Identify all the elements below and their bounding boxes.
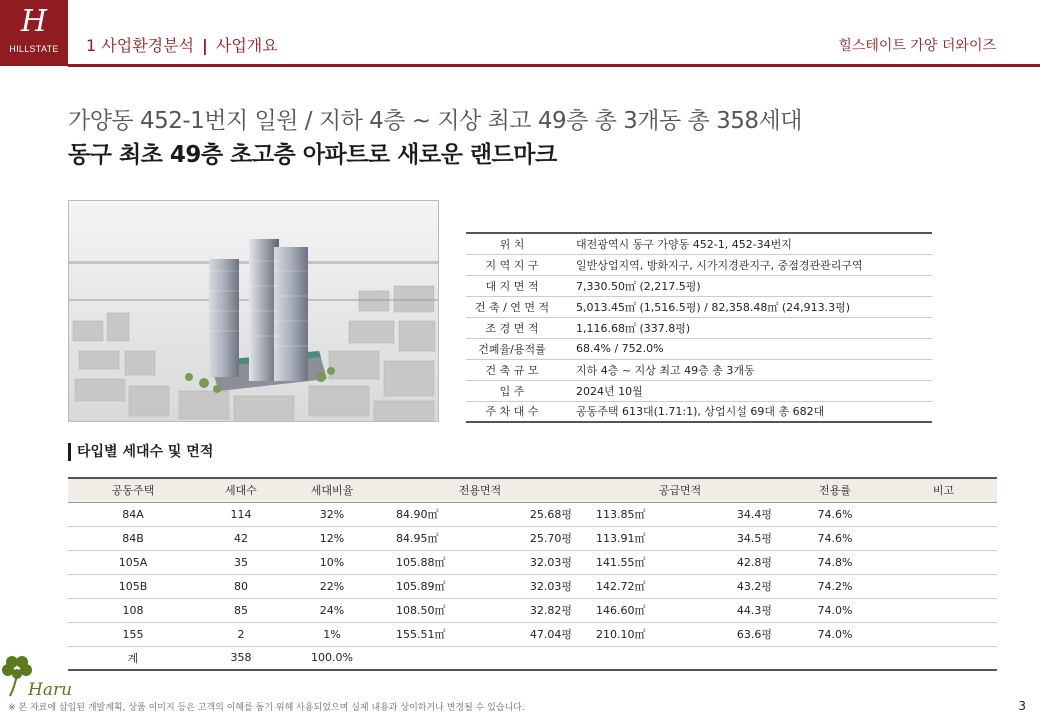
col-header-type: 공동주택	[111, 484, 155, 498]
col-header-note: 비고	[932, 484, 955, 498]
cell-exclusive-m2: 105.89㎡	[396, 580, 446, 593]
cell-type: 105A	[118, 555, 148, 569]
cell-exclusive-m2: 84.95㎡	[396, 532, 439, 545]
cell-units: 2	[237, 627, 245, 641]
col-header-exclusive-area: 전용면적	[458, 484, 502, 498]
info-key: 위 치	[499, 237, 525, 251]
table-total-row	[68, 646, 997, 670]
info-row-floor-area	[466, 296, 932, 317]
table-row	[68, 502, 997, 526]
cell-ratio: 10%	[319, 555, 345, 569]
cell-units: 35	[234, 555, 248, 569]
info-key: 건폐율/용적률	[478, 342, 546, 356]
cell-supply-m2: 142.72㎡	[596, 580, 646, 593]
cell-units: 80	[234, 579, 248, 593]
cell-efficiency: 74.6%	[817, 507, 853, 521]
cell-note	[890, 502, 997, 526]
section-name: 사업환경분석	[101, 36, 195, 55]
info-row-parking	[466, 401, 932, 422]
cell-efficiency: 74.0%	[817, 627, 853, 641]
col-header-efficiency: 전용률	[819, 484, 851, 498]
cell-exclusive-m2: 105.88㎡	[396, 556, 446, 569]
cell-type: 155	[122, 627, 144, 641]
cell-total-ratio: 100.0%	[311, 651, 353, 665]
info-row-coverage-ratio	[466, 338, 932, 359]
info-key: 주 차 대 수	[485, 405, 539, 419]
cell-exclusive-pyeong: 47.04평	[529, 628, 572, 641]
section-title-unit-types: 타입별 세대수 및 면적	[68, 443, 213, 461]
info-key: 건 축 / 연 면 적	[474, 300, 550, 314]
info-key: 지 역 지 구	[485, 258, 539, 272]
info-row-site-area	[466, 275, 932, 296]
cell-note	[890, 574, 997, 598]
haru-brand: Haru	[28, 680, 73, 700]
cell-type: 84A	[122, 507, 144, 521]
logo-monogram: H	[20, 4, 48, 39]
cell-exclusive-pyeong: 32.03평	[529, 580, 572, 593]
cell-total-label: 계	[127, 651, 139, 665]
cell-efficiency: 74.8%	[817, 555, 853, 569]
info-value: 지하 4층 ~ 지상 최고 49층 총 3개동	[576, 363, 755, 377]
page-number: 3	[1018, 699, 1026, 713]
table-row	[68, 550, 997, 574]
cell-supply-pyeong: 34.5평	[736, 532, 772, 545]
cell-units: 114	[230, 507, 252, 521]
info-row-landscape-area	[466, 317, 932, 338]
info-key: 건 축 규 모	[485, 363, 539, 377]
info-value: 5,013.45㎡ (1,516.5평) / 82,358.48㎡ (24,913.3평)	[576, 300, 851, 314]
info-key: 대 지 면 적	[485, 279, 539, 293]
cell-efficiency: 74.6%	[817, 531, 853, 545]
cell-exclusive-m2: 84.90㎡	[396, 508, 439, 521]
cell-note	[890, 526, 997, 550]
table-header-row	[68, 478, 997, 502]
disclaimer-note: ※ 본 자료에 삽입된 개발계획, 상품 이미지 등은 고객의 이해를 돕기 위해 사용되었으며 실제 내용과 상이하거나 변경될 수 있습니다.	[8, 703, 525, 713]
cell-supply-pyeong: 44.3평	[736, 604, 772, 617]
cell-units: 42	[234, 531, 248, 545]
headline-landmark: 동구 최초 49층 초고층 아파트로 새로운 랜드마크	[68, 142, 557, 168]
building-rendering-image	[68, 200, 439, 422]
section-number: 1	[86, 36, 97, 55]
cell-efficiency: 74.2%	[817, 579, 853, 593]
cell-supply-m2: 146.60㎡	[596, 604, 646, 617]
cell-supply-m2: 113.85㎡	[596, 508, 646, 521]
page-section-title	[86, 36, 278, 56]
cell-supply-pyeong: 34.4평	[736, 508, 772, 521]
col-header-supply-area: 공급면적	[658, 484, 702, 498]
cell-note	[890, 622, 997, 646]
info-row-move-in	[466, 380, 932, 401]
info-row-location	[466, 233, 932, 254]
cell-note	[890, 550, 997, 574]
headline-overview: 가양동 452-1번지 일원 / 지하 4층 ~ 지상 최고 49층 총 3개동 총 358세대	[68, 108, 802, 134]
cell-exclusive-pyeong: 25.70평	[529, 532, 572, 545]
info-row-zoning	[466, 254, 932, 275]
subsection-name: 사업개요	[215, 36, 278, 55]
cell-ratio: 32%	[319, 507, 345, 521]
table-row	[68, 598, 997, 622]
info-value: 2024년 10월	[576, 384, 643, 398]
cell-units: 85	[234, 603, 248, 617]
cell-supply-pyeong: 43.2평	[736, 580, 772, 593]
table-row	[68, 526, 997, 550]
cell-type: 108	[122, 603, 144, 617]
info-value: 7,330.50㎡ (2,217.5평)	[576, 279, 701, 293]
info-value: 68.4% / 752.0%	[576, 342, 664, 355]
info-value: 1,116.68㎡ (337.8평)	[576, 321, 691, 335]
cell-supply-m2: 210.10㎡	[596, 628, 646, 641]
cell-ratio: 12%	[319, 531, 345, 545]
cell-ratio: 22%	[319, 579, 345, 593]
title-separator: |	[202, 36, 208, 55]
cell-exclusive-m2: 108.50㎡	[396, 604, 446, 617]
col-header-units: 세대수	[225, 484, 257, 498]
cell-supply-pyeong: 42.8평	[736, 556, 772, 569]
logo-text: HILLSTATE	[9, 44, 59, 54]
table-row	[68, 574, 997, 598]
cell-exclusive-m2: 155.51㎡	[396, 628, 446, 641]
unit-type-table	[68, 477, 997, 671]
cell-efficiency: 74.0%	[817, 603, 853, 617]
cell-total-units: 358	[230, 651, 252, 665]
cell-ratio: 24%	[319, 603, 345, 617]
info-value: 일반상업지역, 방화지구, 시가지경관지구, 중점경관관리구역	[576, 258, 863, 272]
cell-type: 84B	[122, 531, 144, 545]
cell-type: 105B	[118, 579, 148, 593]
info-key: 조 경 면 적	[485, 321, 539, 335]
table-row	[68, 622, 997, 646]
col-header-ratio: 세대비율	[310, 484, 354, 498]
cell-ratio: 1%	[323, 627, 341, 641]
cell-exclusive-pyeong: 25.68평	[529, 508, 572, 521]
header-divider	[68, 64, 1040, 67]
cell-exclusive-pyeong: 32.03평	[529, 556, 572, 569]
project-name: 힐스테이트 가양 더와이즈	[838, 38, 996, 54]
cell-supply-m2: 113.91㎡	[596, 532, 646, 545]
info-key: 입 주	[499, 384, 525, 398]
cell-supply-pyeong: 63.6평	[736, 628, 772, 641]
cell-exclusive-pyeong: 32.82평	[529, 604, 572, 617]
info-row-building-scale	[466, 359, 932, 380]
info-value: 공동주택 613대(1.71:1), 상업시설 69대 총 682대	[576, 405, 825, 419]
hillstate-logo	[0, 0, 68, 66]
project-info-table	[466, 232, 932, 423]
cell-note	[890, 598, 997, 622]
info-value: 대전광역시 동구 가양동 452-1, 452-34번지	[576, 237, 792, 251]
cell-supply-m2: 141.55㎡	[596, 556, 646, 569]
